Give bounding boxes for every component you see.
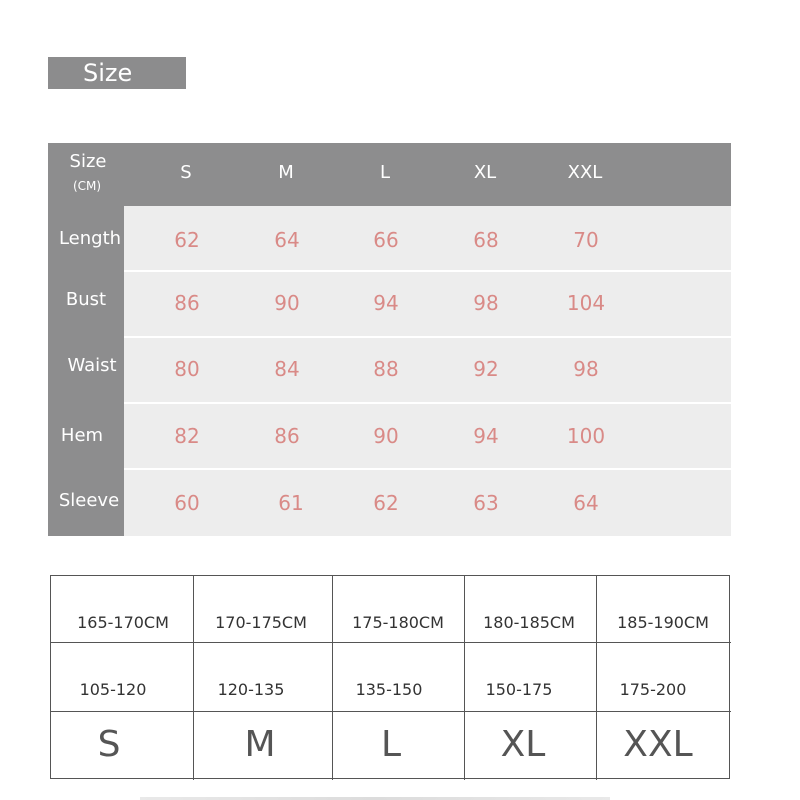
- grid-line: [193, 576, 194, 780]
- value-bust-m: 90: [274, 291, 300, 315]
- value-waist-xl: 92: [473, 357, 499, 381]
- value-hem-s: 82: [174, 424, 200, 448]
- column-header-xl: XL: [473, 162, 497, 183]
- value-waist-m: 84: [274, 357, 300, 381]
- row-label-hem: Hem: [60, 425, 104, 446]
- corner-title: Size: [69, 151, 107, 172]
- value-bust-xl: 98: [473, 291, 499, 315]
- row-label-sleeve: Sleeve: [58, 490, 120, 511]
- weight-range-xxl: 175-200: [619, 680, 687, 699]
- weight-range-m: 120-135: [217, 680, 285, 699]
- column-header-s: S: [180, 162, 192, 183]
- column-header-xxl: XXL: [567, 162, 603, 183]
- weight-range-xl: 150-175: [485, 680, 553, 699]
- value-bust-s: 86: [174, 291, 200, 315]
- grid-line: [332, 576, 333, 780]
- value-length-xxl: 70: [573, 228, 599, 252]
- height-range-xxl: 185-190CM: [617, 613, 709, 632]
- weight-range-s: 105-120: [79, 680, 147, 699]
- size-section-badge: [48, 57, 186, 89]
- value-waist-s: 80: [174, 357, 200, 381]
- row-label-length: Length: [58, 228, 122, 249]
- corner-unit: (CM): [72, 179, 102, 193]
- height-range-m: 170-175CM: [215, 613, 307, 632]
- grid-line: [464, 576, 465, 780]
- row-divider: [124, 270, 731, 272]
- recommended-size-xl: XL: [500, 724, 546, 765]
- grid-line: [51, 711, 731, 712]
- recommended-size-m: M: [244, 724, 276, 765]
- value-bust-xxl: 104: [566, 291, 606, 315]
- value-sleeve-xl: 63: [473, 491, 499, 515]
- size-section-title: Size: [83, 59, 133, 87]
- value-length-xl: 68: [473, 228, 499, 252]
- column-header-m: M: [278, 162, 294, 183]
- recommended-size-l: L: [380, 724, 402, 765]
- value-sleeve-m: 61: [278, 491, 304, 515]
- column-header-l: L: [379, 162, 391, 183]
- height-range-xl: 180-185CM: [483, 613, 575, 632]
- recommended-size-s: S: [97, 724, 121, 765]
- size-recommendation-table: [50, 575, 730, 779]
- row-label-waist: Waist: [67, 355, 117, 376]
- value-bust-l: 94: [373, 291, 399, 315]
- height-range-l: 175-180CM: [352, 613, 444, 632]
- row-label-bust: Bust: [65, 289, 107, 310]
- value-hem-l: 90: [373, 424, 399, 448]
- value-sleeve-xxl: 64: [573, 491, 599, 515]
- value-length-l: 66: [373, 228, 399, 252]
- value-waist-l: 88: [373, 357, 399, 381]
- value-length-s: 62: [174, 228, 200, 252]
- value-hem-m: 86: [274, 424, 300, 448]
- value-sleeve-s: 60: [174, 491, 200, 515]
- value-waist-xxl: 98: [573, 357, 599, 381]
- size-chart-table: [48, 143, 731, 536]
- value-hem-xl: 94: [473, 424, 499, 448]
- value-hem-xxl: 100: [566, 424, 606, 448]
- value-sleeve-l: 62: [373, 491, 399, 515]
- row-divider: [124, 468, 731, 470]
- grid-line: [596, 576, 597, 780]
- row-divider: [124, 336, 731, 338]
- grid-line: [51, 642, 731, 643]
- height-range-s: 165-170CM: [77, 613, 169, 632]
- row-divider: [124, 402, 731, 404]
- value-length-m: 64: [274, 228, 300, 252]
- recommended-size-xxl: XXL: [623, 724, 693, 765]
- weight-range-l: 135-150: [355, 680, 423, 699]
